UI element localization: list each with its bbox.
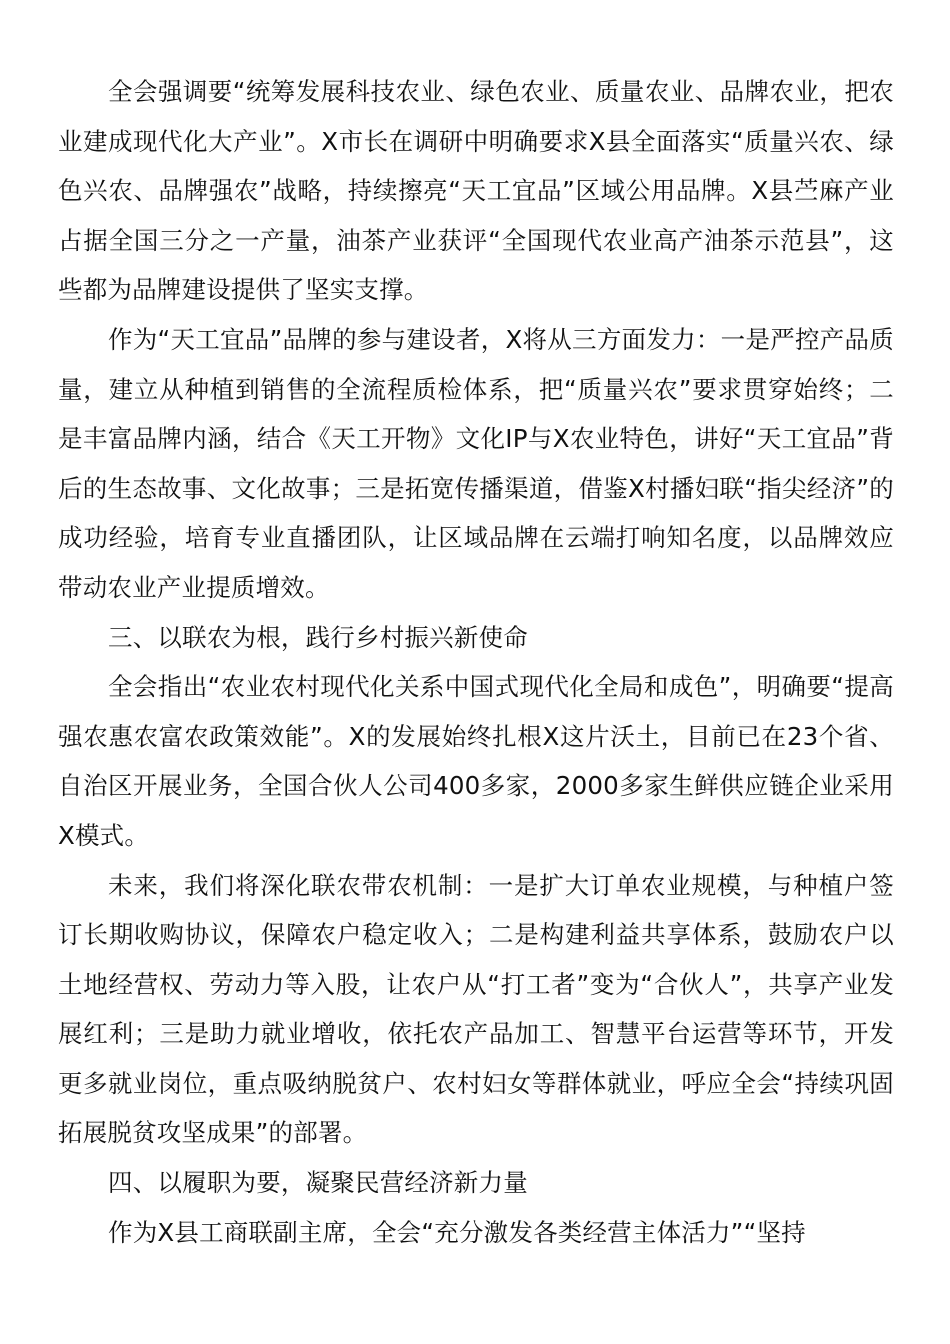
paragraph-chamber-role: 作为X县工商联副主席，全会“充分激发各类经营主体活力”“坚持 [108,1217,806,1247]
paragraph-farmer-linkage: 未来，我们将深化联农带农机制：一是扩大订单农业规模，与种植户签订长期收购协议，保障农户稳定收入；二是构建利益共享体系，鼓励农户以土地经营权、劳动力等入股，让农户从“打工者”变为“合伙人”，共享产业发展红利；三是助力就业增收，依托农产品加工、智慧平台运营等环节，开发更多就业岗位，重点吸纳脱贫户、农村妇女等群体就业，呼应全会“持续巩固拓展脱贫攻坚成果”的部署。 [58,870,894,1148]
section-heading-4: 四、以履职为要，凝聚民营经济新力量 [108,1168,528,1198]
document-page [58,67,894,1257]
section-heading-3: 三、以联农为根，践行乡村振兴新使命 [108,622,528,652]
paragraph-rural-modernization: 全会指出“农业农村现代化关系中国式现代化全局和成色”，明确要“提高强农惠农富农政策效能”。X的发展始终扎根X这片沃土，目前已在23个省、自治区开展业务，全国合伙人公司400多家，2000多家生鲜供应链企业采用X模式。 [58,672,894,850]
paragraph-brand-agriculture: 全会强调要“统筹发展科技农业、绿色农业、质量农业、品牌农业，把农业建成现代化大产业”。X市长在调研中明确要求X县全面落实“质量兴农、绿色兴农、品牌强农”战略，持续擦亮“天工宜品”区域公用品牌。X县苎麻产业占据全国三分之一产量，油茶产业获评“全国现代农业高产油茶示范县”，这些都为品牌建设提供了坚实支撑。 [58,77,894,305]
paragraph-brand-actions: 作为“天工宜品”品牌的参与建设者，X将从三方面发力：一是严控产品质量，建立从种植到销售的全流程质检体系，把“质量兴农”要求贯穿始终；二是丰富品牌内涵，结合《天工开物》文化IP与X农业特色，讲好“天工宜品”背后的生态故事、文化故事；三是拓宽传播渠道，借鉴X村播妇联“指尖经济”的成功经验，培育专业直播团队，让区域品牌在云端打响知名度，以品牌效应带动农业产业提质增效。 [58,324,894,602]
